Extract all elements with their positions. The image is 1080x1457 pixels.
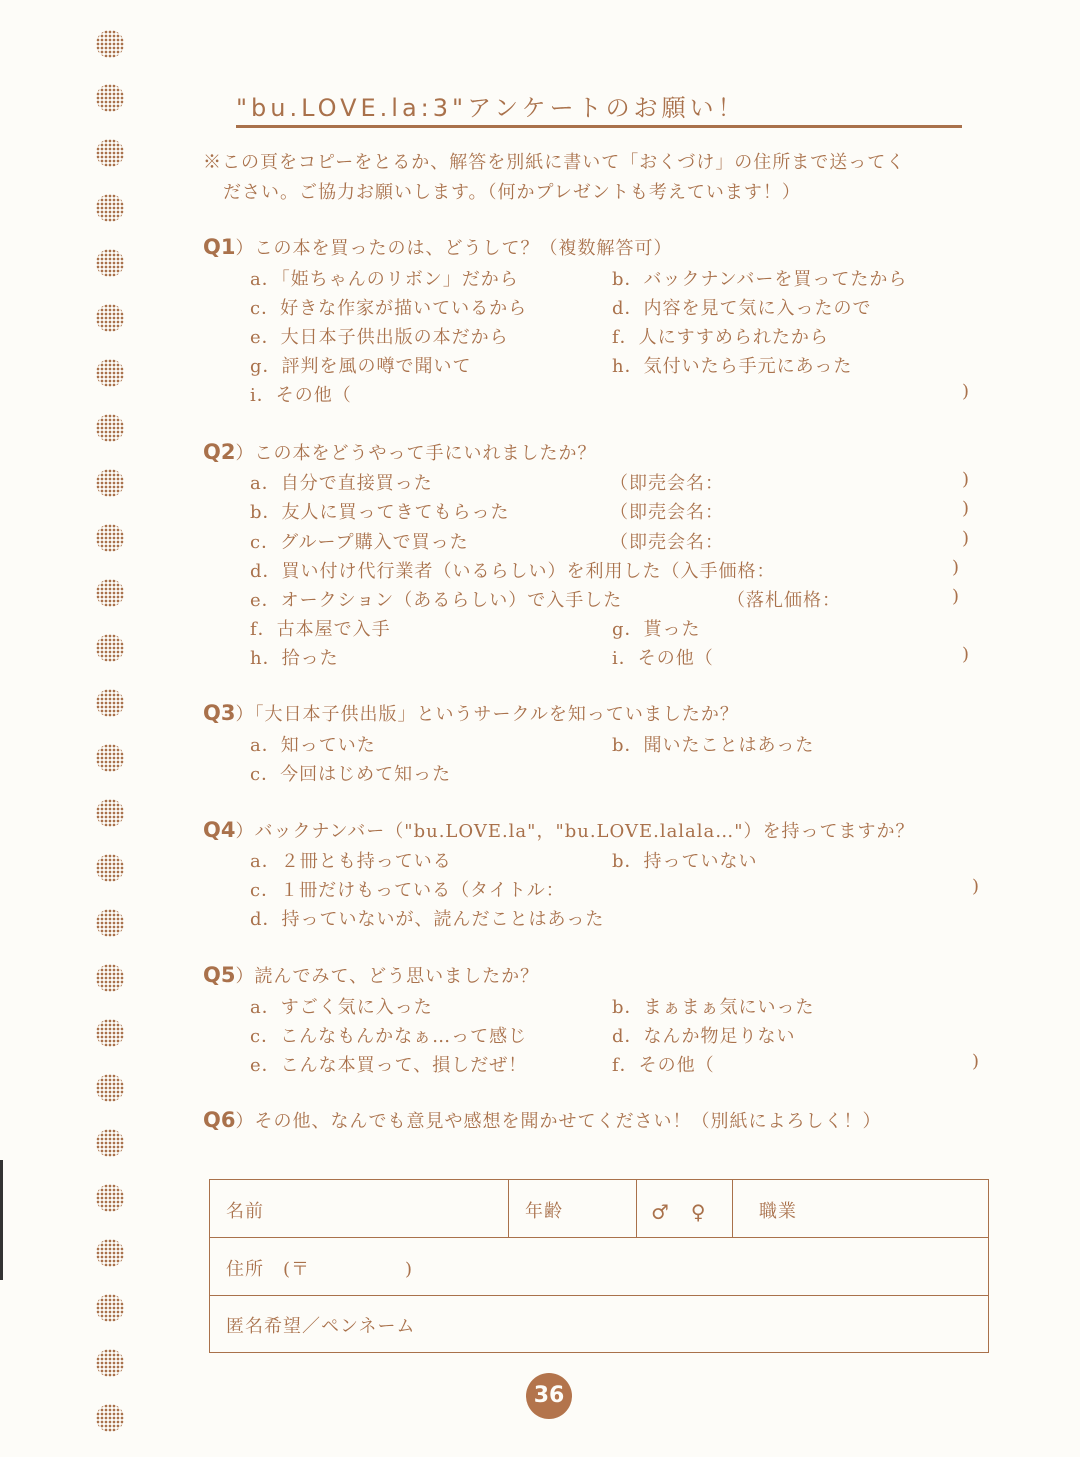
question-text: ）読んでみて、どう思いましたか？ [235, 966, 540, 987]
option-5f: f．その他（ [612, 1055, 715, 1076]
binding-hole [96, 689, 124, 717]
penname-label: 匿名希望／ペンネーム [226, 1316, 416, 1337]
question-text: ）バックナンバー（"bu.LOVE.la"，"bu.LOVE.lalala…"）を持ってますか？ [235, 821, 915, 842]
event-name-label: （即売会名： [610, 502, 724, 523]
binding-hole [96, 30, 124, 58]
question-2 [203, 439, 596, 465]
option-2f: f．古本屋で入手 [250, 619, 391, 640]
option-1i: i．その他（ [250, 385, 352, 406]
page-title: "bu.LOVE.la:3"アンケートのお願い！ [236, 88, 962, 128]
binding-hole [96, 524, 124, 552]
option-3c: c．今回はじめて知った [250, 764, 452, 785]
binding-hole [96, 634, 124, 662]
binding-hole [96, 194, 124, 222]
binding-hole [96, 84, 124, 112]
binding-hole [96, 1129, 124, 1157]
option-3a: a．知っていた [250, 735, 376, 756]
binding-hole [96, 1019, 124, 1047]
binding-hole [96, 1184, 124, 1212]
option-1c: c．好きな作家が描いているから [250, 298, 528, 319]
option-5e: e．こんな本買って、損しだぜ！ [250, 1055, 528, 1076]
binding-hole [96, 249, 124, 277]
age-label: 年齢 [525, 1201, 563, 1222]
option-2g: g．貰った [612, 619, 701, 640]
close-paren: ) [962, 381, 970, 402]
binding-hole [96, 1294, 124, 1322]
intro-text [203, 148, 1003, 208]
question-number: Q6 [203, 1108, 236, 1132]
question-number: Q3 [203, 701, 236, 725]
binding-hole [96, 744, 124, 772]
option-1g: g．評判を風の噂で聞いて [250, 356, 472, 377]
option-1e: e．大日本子供出版の本だから [250, 327, 509, 348]
bid-price-label: （落札価格： [727, 590, 841, 611]
option-5d: d．なんか物足りない [612, 1026, 796, 1047]
event-name-label: （即売会名： [610, 473, 724, 494]
question-text: ）その他、なんでも意見や感想を聞かせてください！（別紙によろしく！） [235, 1111, 882, 1132]
question-number: Q5 [203, 963, 236, 987]
option-1f: f．人にすすめられたから [612, 327, 829, 348]
close-paren: ) [962, 469, 970, 490]
binding-hole [96, 139, 124, 167]
option-4c: c．１冊だけもっている（タイトル： [250, 880, 565, 901]
option-2h: h．拾った [250, 648, 339, 669]
question-number: Q1 [203, 235, 236, 259]
binding-hole [96, 799, 124, 827]
option-4d: d．持っていないが、読んだことはあった [250, 909, 605, 930]
gender-field[interactable] [636, 1180, 732, 1237]
name-label: 名前 [226, 1201, 264, 1222]
binding-hole [96, 1349, 124, 1377]
event-name-label: （即売会名： [610, 532, 724, 553]
binding-hole [96, 854, 124, 882]
age-field[interactable] [508, 1180, 636, 1237]
option-2a: a．自分で直接買った [250, 473, 433, 494]
close-paren: ) [952, 557, 960, 578]
option-5b: b．まぁまぁ気にいった [612, 997, 815, 1018]
option-2i: i．その他（ [612, 648, 714, 669]
close-paren: ) [962, 498, 970, 519]
option-2e: e．オークション（あるらしい）で入手した [250, 590, 623, 611]
binding-hole [96, 1239, 124, 1267]
option-2b: b．友人に買ってきてもらった [250, 502, 510, 523]
option-5c: c．こんなもんかなぁ…って感じ [250, 1026, 528, 1047]
job-label: 職業 [759, 1201, 797, 1222]
question-number: Q2 [203, 440, 236, 464]
question-3 [203, 700, 739, 726]
respondent-form [209, 1179, 989, 1353]
gender-symbols: ♂ ♀ [651, 1200, 707, 1224]
binding-hole [96, 964, 124, 992]
name-field[interactable] [210, 1180, 508, 1237]
option-1a: a．「姫ちゃんのリボン」だから [250, 269, 519, 290]
close-paren: ) [962, 644, 970, 665]
question-text: ）「大日本子供出版」というサークルを知っていましたか？ [235, 704, 739, 725]
binding-hole [96, 304, 124, 332]
penname-field[interactable] [210, 1296, 988, 1352]
close-paren: ) [972, 1051, 980, 1072]
option-4b: b．持っていない [612, 851, 758, 872]
intro-line: ださい。ご協力お願いします。（何かプレゼントも考えています！） [223, 182, 801, 203]
option-3b: b．聞いたことはあった [612, 735, 815, 756]
close-paren: ) [952, 586, 960, 607]
question-5 [203, 962, 539, 988]
question-1 [203, 234, 672, 260]
address-label: 住所 (〒 ) [226, 1259, 414, 1280]
address-field[interactable] [210, 1238, 988, 1296]
question-4 [203, 817, 915, 843]
question-number: Q4 [203, 818, 236, 842]
page-number: 36 [526, 1373, 572, 1419]
question-6 [203, 1107, 881, 1133]
question-text: ）この本をどうやって手にいれましたか？ [235, 443, 597, 464]
binding-hole [96, 1074, 124, 1102]
question-text: ）この本を買ったのは、どうして？（複数解答可） [235, 238, 673, 259]
option-2d: d．買い付け代行業者（いるらしい）を利用した（入手価格： [250, 561, 776, 582]
intro-line: ※この頁をコピーをとるか、解答を別紙に書いて「おくづけ」の住所まで送ってく [203, 152, 906, 173]
binding-hole [96, 469, 124, 497]
binding-hole [96, 579, 124, 607]
binding-hole [96, 359, 124, 387]
binding-holes [96, 28, 126, 1428]
job-field[interactable] [732, 1180, 988, 1237]
option-4a: a．２冊とも持っている [250, 851, 452, 872]
option-1h: h．気付いたら手元にあった [612, 356, 853, 377]
option-1d: d．内容を見て気に入ったので [612, 298, 872, 319]
binding-hole [96, 1404, 124, 1432]
option-1b: b．バックナンバーを買ってたから [612, 269, 908, 290]
close-paren: ) [962, 528, 970, 549]
binding-hole [96, 414, 124, 442]
option-2c: c．グループ購入で買った [250, 532, 469, 553]
scan-edge-mark [0, 1160, 3, 1280]
form-row-name [210, 1180, 988, 1238]
binding-hole [96, 909, 124, 937]
close-paren: ) [972, 876, 980, 897]
option-5a: a．すごく気に入った [250, 997, 433, 1018]
